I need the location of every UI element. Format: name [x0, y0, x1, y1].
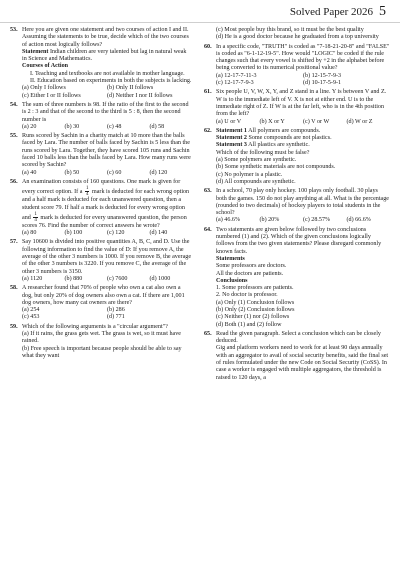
header-divider: [0, 22, 400, 23]
page-header: [290, 5, 386, 19]
option-c[interactable]: (c) 60: [107, 169, 122, 176]
option-c[interactable]: (c) Most people buy this brand, so it must be the best quality: [216, 27, 364, 33]
question-number: 65.: [204, 330, 212, 337]
option-b[interactable]: (b) 12-15-7-9-3: [303, 72, 342, 79]
option-d[interactable]: (d) 58: [149, 123, 165, 130]
course-of-action-1: I. Teaching and textbooks are not available in mother language.: [30, 70, 185, 77]
statement-2: [216, 135, 390, 142]
question-stem: In a school, 70 play only hockey. 100 plays only football. 30 plays both the games. 150 do not play anything at all. What is the percentage (rounded to two decimals) of hockey players to total students in the school?: [216, 188, 390, 217]
courses-of-action-label: Courses of Action: [22, 63, 69, 70]
option-a[interactable]: (a) Only (1) Conclusion follows: [216, 299, 295, 306]
option-b[interactable]: (b) 50: [64, 169, 80, 176]
conclusions-label: Conclusions: [216, 277, 248, 284]
question-number: 57.: [10, 239, 18, 246]
question-stem: Two statements are given below followed by two conclusions numbered (1) and (2). Which of the given conclusions logically follows from the two given statements? Please disregard commonly known facts.: [216, 226, 382, 255]
statement-3-text: All plastics are synthetic.: [248, 142, 310, 149]
option-d[interactable]: (d) Both (1) and (2) follow: [216, 321, 282, 328]
question-number: 62.: [204, 127, 212, 134]
option-d[interactable]: (d) 120: [149, 169, 168, 176]
option-d[interactable]: (d) 1000: [149, 275, 171, 282]
stem-part-b: mark is deducted for each wrong option and a half mark is deducted for each unanswered question, then a student score 79. If half a mark is deducted for every wrong option and: [22, 189, 190, 221]
question-number: 61.: [204, 89, 212, 96]
question-61: [204, 89, 390, 125]
left-column: [10, 27, 192, 362]
option-d[interactable]: (d) W or Z: [346, 118, 373, 125]
question-number: 60.: [204, 43, 212, 50]
statements-label: Statements: [216, 255, 245, 262]
statement-3-label: Statement 3: [216, 142, 247, 149]
statement-1-text: All polymers are compounds.: [248, 127, 321, 134]
option-d[interactable]: (d) 771: [107, 314, 125, 321]
statement-1-label: Statement 1: [216, 127, 247, 134]
option-c[interactable]: (c) V or W: [303, 118, 330, 125]
page-number: 5: [379, 4, 386, 19]
question-57: [10, 239, 192, 283]
question-stem: In a specific code, "TRUTH" is coded as "7-18-21-20-8" and "FALSE" is coded as "6-1-12-19-5". How would "LOGIC" be coded if the rule changes such that every vowel is shifted by +2 in the alphabet before being converted to its numerical positional value?: [216, 43, 390, 72]
option-a[interactable]: (a) If it rains, the grass gets wet. The grass is wet, so it must have rained.: [22, 330, 181, 345]
statement-2: All the doctors are patients.: [216, 270, 284, 277]
statement-1: [216, 128, 390, 135]
fraction-numerator: 1: [34, 211, 37, 217]
options: [22, 307, 192, 322]
option-c[interactable]: (c) Neither (1) nor (2) follows: [216, 314, 290, 321]
question-62: [204, 128, 390, 186]
option-c[interactable]: (c) 28.57%: [303, 217, 331, 224]
option-a[interactable]: (a) U or V: [216, 118, 242, 125]
stem-part-c: mark is deducted for every unanswered question, the person scores 76. Find the number of correct answers he wrote?: [22, 214, 187, 229]
option-c[interactable]: (c) 120: [107, 230, 125, 237]
question-64: [204, 227, 390, 329]
question-stem: Which of the following arguments is a "circular argument"?: [22, 323, 168, 330]
question-number: 58.: [10, 285, 18, 292]
stem-part-a: An examination consists of 160 questions. One mark is given for every correct option. If a: [22, 178, 181, 196]
statement-1: Some professors are doctors.: [216, 263, 287, 270]
option-b[interactable]: (b) 100: [64, 230, 83, 237]
option-d[interactable]: (d) 140: [149, 230, 168, 237]
option-a[interactable]: (a) 12-17-7-11-3: [216, 72, 257, 79]
question-54: [10, 102, 192, 131]
question-number: 56.: [10, 178, 18, 185]
options: [22, 170, 192, 177]
option-a[interactable]: (a) 1120: [22, 275, 43, 282]
fraction-denominator: 4: [85, 192, 89, 198]
fraction-numerator: 1: [85, 186, 89, 192]
statement-2-text: Some compounds are not plastics.: [248, 135, 332, 142]
options: [22, 276, 192, 283]
question-stem: Read the given paragraph. Select a conclusion which can be closely deduced.: [216, 330, 381, 345]
course-of-action-2: II. Education based on experiments in both the subjects is lacking.: [30, 78, 192, 85]
option-a[interactable]: (a) Some polymers are synthetic.: [216, 157, 297, 164]
question-stem: A researcher found that 70% of people who own a cat also own a dog, but only 20% of dog owners also own a cat. If there are 1,001 dog owners, how many cat owners are there?: [22, 285, 185, 306]
option-c[interactable]: (c) 453: [22, 314, 40, 321]
option-a[interactable]: (a) 40: [22, 169, 37, 176]
option-c[interactable]: (c) 12-17-7-9-3: [216, 80, 254, 87]
question-stem: The sum of three numbers is 98. If the ratio of the first to the second is 2 : 3 and that of the second to the third is 5 : 8, then the second number is: [22, 101, 189, 123]
statement-text: Indian children are very talented but lag in natural weak in Science and Mathematics.: [22, 48, 187, 63]
question-63: [204, 188, 390, 224]
question-number: 59.: [10, 323, 18, 330]
question-number: 55.: [10, 133, 18, 140]
options: [216, 73, 390, 88]
option-d[interactable]: (d) 66.6%: [346, 217, 371, 224]
option-b[interactable]: (b) 286: [107, 307, 125, 314]
option-c[interactable]: (c) No polymer is a plastic.: [216, 171, 283, 178]
question-stem: Runs scored by Sachin in a charity match at 10 more than the balls faced by Lara. The number of balls faced by Sachin is 5 less than the runs scored by Lara. Together, they have scored 105 runs and Sachin faced 10 balls less than the balls faced by Lara. How many runs were scored by Sachin?: [22, 133, 191, 169]
option-d[interactable]: (d) 10-17-5-9-1: [303, 80, 342, 87]
question-prompt: Which of the following must be false?: [216, 149, 310, 156]
question-number: 64.: [204, 226, 212, 233]
question-65: [204, 331, 390, 382]
option-a[interactable]: (a) 80: [22, 230, 37, 237]
options: [216, 217, 390, 224]
option-a[interactable]: (a) 254: [22, 307, 40, 314]
question-stem: [22, 179, 192, 230]
header-title: Solved Paper 2026: [289, 6, 373, 18]
question-stem: Say 10600 is divided into positive quantities A, B, C, and D. Use the following information to find the value of D: If you remove A, the average of the other 3 numbers is 1000. If you remove B, the average of the other 3 numbers is 3220. If you remove C, the average of the other 3 numbers is 3150.: [22, 239, 192, 275]
right-column: [204, 27, 390, 384]
option-b[interactable]: (b) Only II follows: [107, 85, 154, 92]
question-stem: Here you are given one statement and two courses of action I and II. Assuming the statements to be true, decide which of the two courses of action most logically follows?: [22, 27, 189, 48]
option-a[interactable]: (a) 46.6%: [216, 217, 241, 224]
option-a[interactable]: (a) 20: [22, 123, 37, 130]
question-59-continued: [204, 27, 390, 42]
statement: [22, 49, 192, 64]
options: [216, 119, 390, 126]
option-b[interactable]: (b) 880: [64, 275, 83, 282]
question-56: [10, 179, 192, 237]
option-b[interactable]: (b) Free speech is important because people should be able to say what they want: [22, 345, 182, 359]
question-stem: Six people U, V, W, X, Y, and Z stand in a line. Y is between V and Z. W is to the immediate left of V. X is not at either end. U is to the immediate right of Z. If W is at the far left, who is in the 4th position from the left?: [216, 89, 387, 118]
question-number: 54.: [10, 101, 18, 108]
paragraph: Gig and platform workers need to work for at least 90 days annually with an aggregator to avail of social security benefits, said the final set of rules formulated under the new Code on Social Security (CoSS). In case a worker is engaged with multiple aggregators, the threshold is raised to 120 days, a: [216, 345, 389, 381]
conclusion-1: 1. Some professors are patients.: [216, 285, 294, 292]
statement-3: [216, 142, 390, 149]
options: [22, 124, 192, 131]
question-number: 63.: [204, 188, 212, 195]
options: [22, 85, 192, 100]
option-d[interactable]: (d) Neither I nor II follows: [107, 92, 173, 99]
statement-2-label: Statement 2: [216, 135, 247, 142]
option-d[interactable]: (d) He is a good doctor because he graduated from a top university: [216, 34, 379, 41]
statement-label: Statement: [22, 48, 49, 55]
option-b[interactable]: (b) X or Y: [259, 118, 285, 125]
option-c[interactable]: (c) Either I or II follows: [22, 92, 81, 99]
option-a[interactable]: (a) Only I follows: [22, 85, 66, 92]
options: [22, 230, 192, 237]
option-b[interactable]: (b) 30: [64, 123, 80, 130]
fraction-denominator: 4: [34, 217, 37, 223]
fraction-one-quarter: [85, 186, 90, 197]
question-58: [10, 285, 192, 321]
option-b[interactable]: (b) 20%: [259, 217, 280, 224]
question-59: [10, 324, 192, 360]
option-b[interactable]: (b) Some synthetic materials are not compounds.: [216, 164, 336, 171]
question-55: [10, 133, 192, 177]
option-d[interactable]: (d) All compounds are synthetic.: [216, 178, 296, 185]
option-b[interactable]: (b) Only (2) Conclusion follows: [216, 306, 295, 313]
question-53: [10, 27, 192, 100]
question-60: [204, 44, 390, 88]
fraction-one-quarter-2: [33, 212, 38, 223]
option-c[interactable]: (c) 48: [107, 123, 122, 130]
question-number: 53.: [10, 27, 18, 33]
option-c[interactable]: (c) 7600: [107, 275, 128, 282]
conclusion-2: 2. No doctor is professor.: [216, 292, 278, 299]
